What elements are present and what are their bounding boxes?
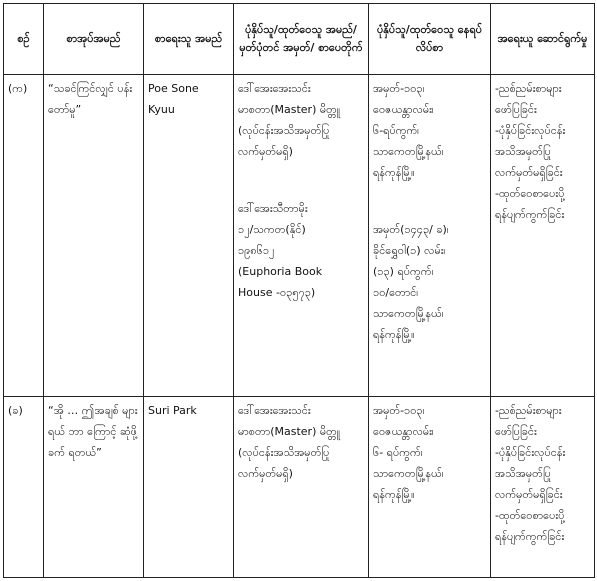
header-number: စဉ် — [4, 4, 44, 75]
action-taken: -ညစ်ညမ်းစာများ ဖော်ပြခြင်း -ပုံနှိပ်ခြင်းလုပ်ငန်း အသိအမှတ်ပြု လက်မှတ်မရှိခြင်း -ထုတ်ဝေစာပေးပို့ ရန်ပျက်ကွက်ခြင်း — [491, 397, 595, 578]
spacer — [373, 183, 486, 219]
address-cell — [369, 75, 491, 397]
header-book-title: စာအုပ်အမည် — [44, 4, 144, 75]
table-row — [4, 397, 595, 578]
address-entry: အမှတ်-၁၀၃၊ ဝေဇယန္တာလမ်း၊ ၆- ရပ်ကွက်၊ သာကေတမြို့နယ်၊ ရန်ကုန်မြို့။ — [369, 397, 491, 578]
publisher-entry: ဒေါ်အေးသီတာမိုး ၁၂/သကတ(နိုင်) ၁၉၈၆၁၂ (Euphoria Book House -၀၃၅၇၃) — [238, 202, 323, 299]
publisher-cell — [234, 75, 369, 397]
header-publisher: ပုံနှိပ်သူ/ထုတ်ဝေသူ အမည်/မှတ်ပုံတင် အမှတ်/ စာပေတိုက် — [234, 4, 369, 75]
publications-table — [3, 3, 595, 578]
row-number: (က) — [4, 75, 44, 397]
header-author: စာရေးသူ အမည် — [144, 4, 234, 75]
row-number: (ခ) — [4, 397, 44, 578]
publisher-entry: ဒေါ်အေးအေးသင်း မာစတာ(Master) မိတ္တူ (လုပ်ငန်းအသိအမှတ်ပြု လက်မှတ်မရှိ) — [238, 82, 341, 158]
header-row — [4, 4, 595, 75]
book-title: “သခင်ကြင်လျှင် ပန်းတော်မူ” — [44, 75, 144, 397]
header-address: ပုံနှိပ်သူ/ထုတ်ဝေသူ နေရပ်လိပ်စာ — [369, 4, 491, 75]
address-entry: အမှတ်-၁၀၃၊ ဝေဇယန္တာလမ်း၊ ၆-ရပ်ကွက်၊ သာကေတမြို့နယ်၊ ရန်ကုန်မြို့။ — [373, 82, 444, 179]
action-taken: -ညစ်ညမ်းစာများ ဖော်ပြခြင်း -ပုံနှိပ်ခြင်းလုပ်ငန်း အသိအမှတ်ပြု လက်မှတ်မရှိခြင်း -ထုတ်ဝေစာပေးပို့ ရန်ပျက်ကွက်ခြင်း — [491, 75, 595, 397]
author-name: Suri Park — [144, 397, 234, 578]
publisher-entry: ဒေါ်အေးအေးသင်း မာစတာ(Master) မိတ္တူ (လုပ်ငန်းအသိအမှတ်ပြု လက်မှတ်မရှိ) — [234, 397, 369, 578]
book-title: “အို … ဤအချစ် များရယ် ဘာ ကြောင့် ဆုံဖို့ခက် ရတယ်” — [44, 397, 144, 578]
spacer — [238, 162, 364, 198]
header-action: အရေးယူ ဆောင်ရွက်မှု — [491, 4, 595, 75]
address-entry: အမှတ်(၁၄၄၃/ ခ)၊ ခိုင်ရွှေဝါ(၁) လမ်း၊ (၁၃) ရပ်ကွက်၊ ၁၀/တောင်၊ သာကေတမြို့နယ်၊ ရန်ကုန်မြို့။ — [373, 223, 449, 341]
table-row — [4, 75, 595, 397]
author-name: Poe Sone Kyuu — [144, 75, 234, 397]
